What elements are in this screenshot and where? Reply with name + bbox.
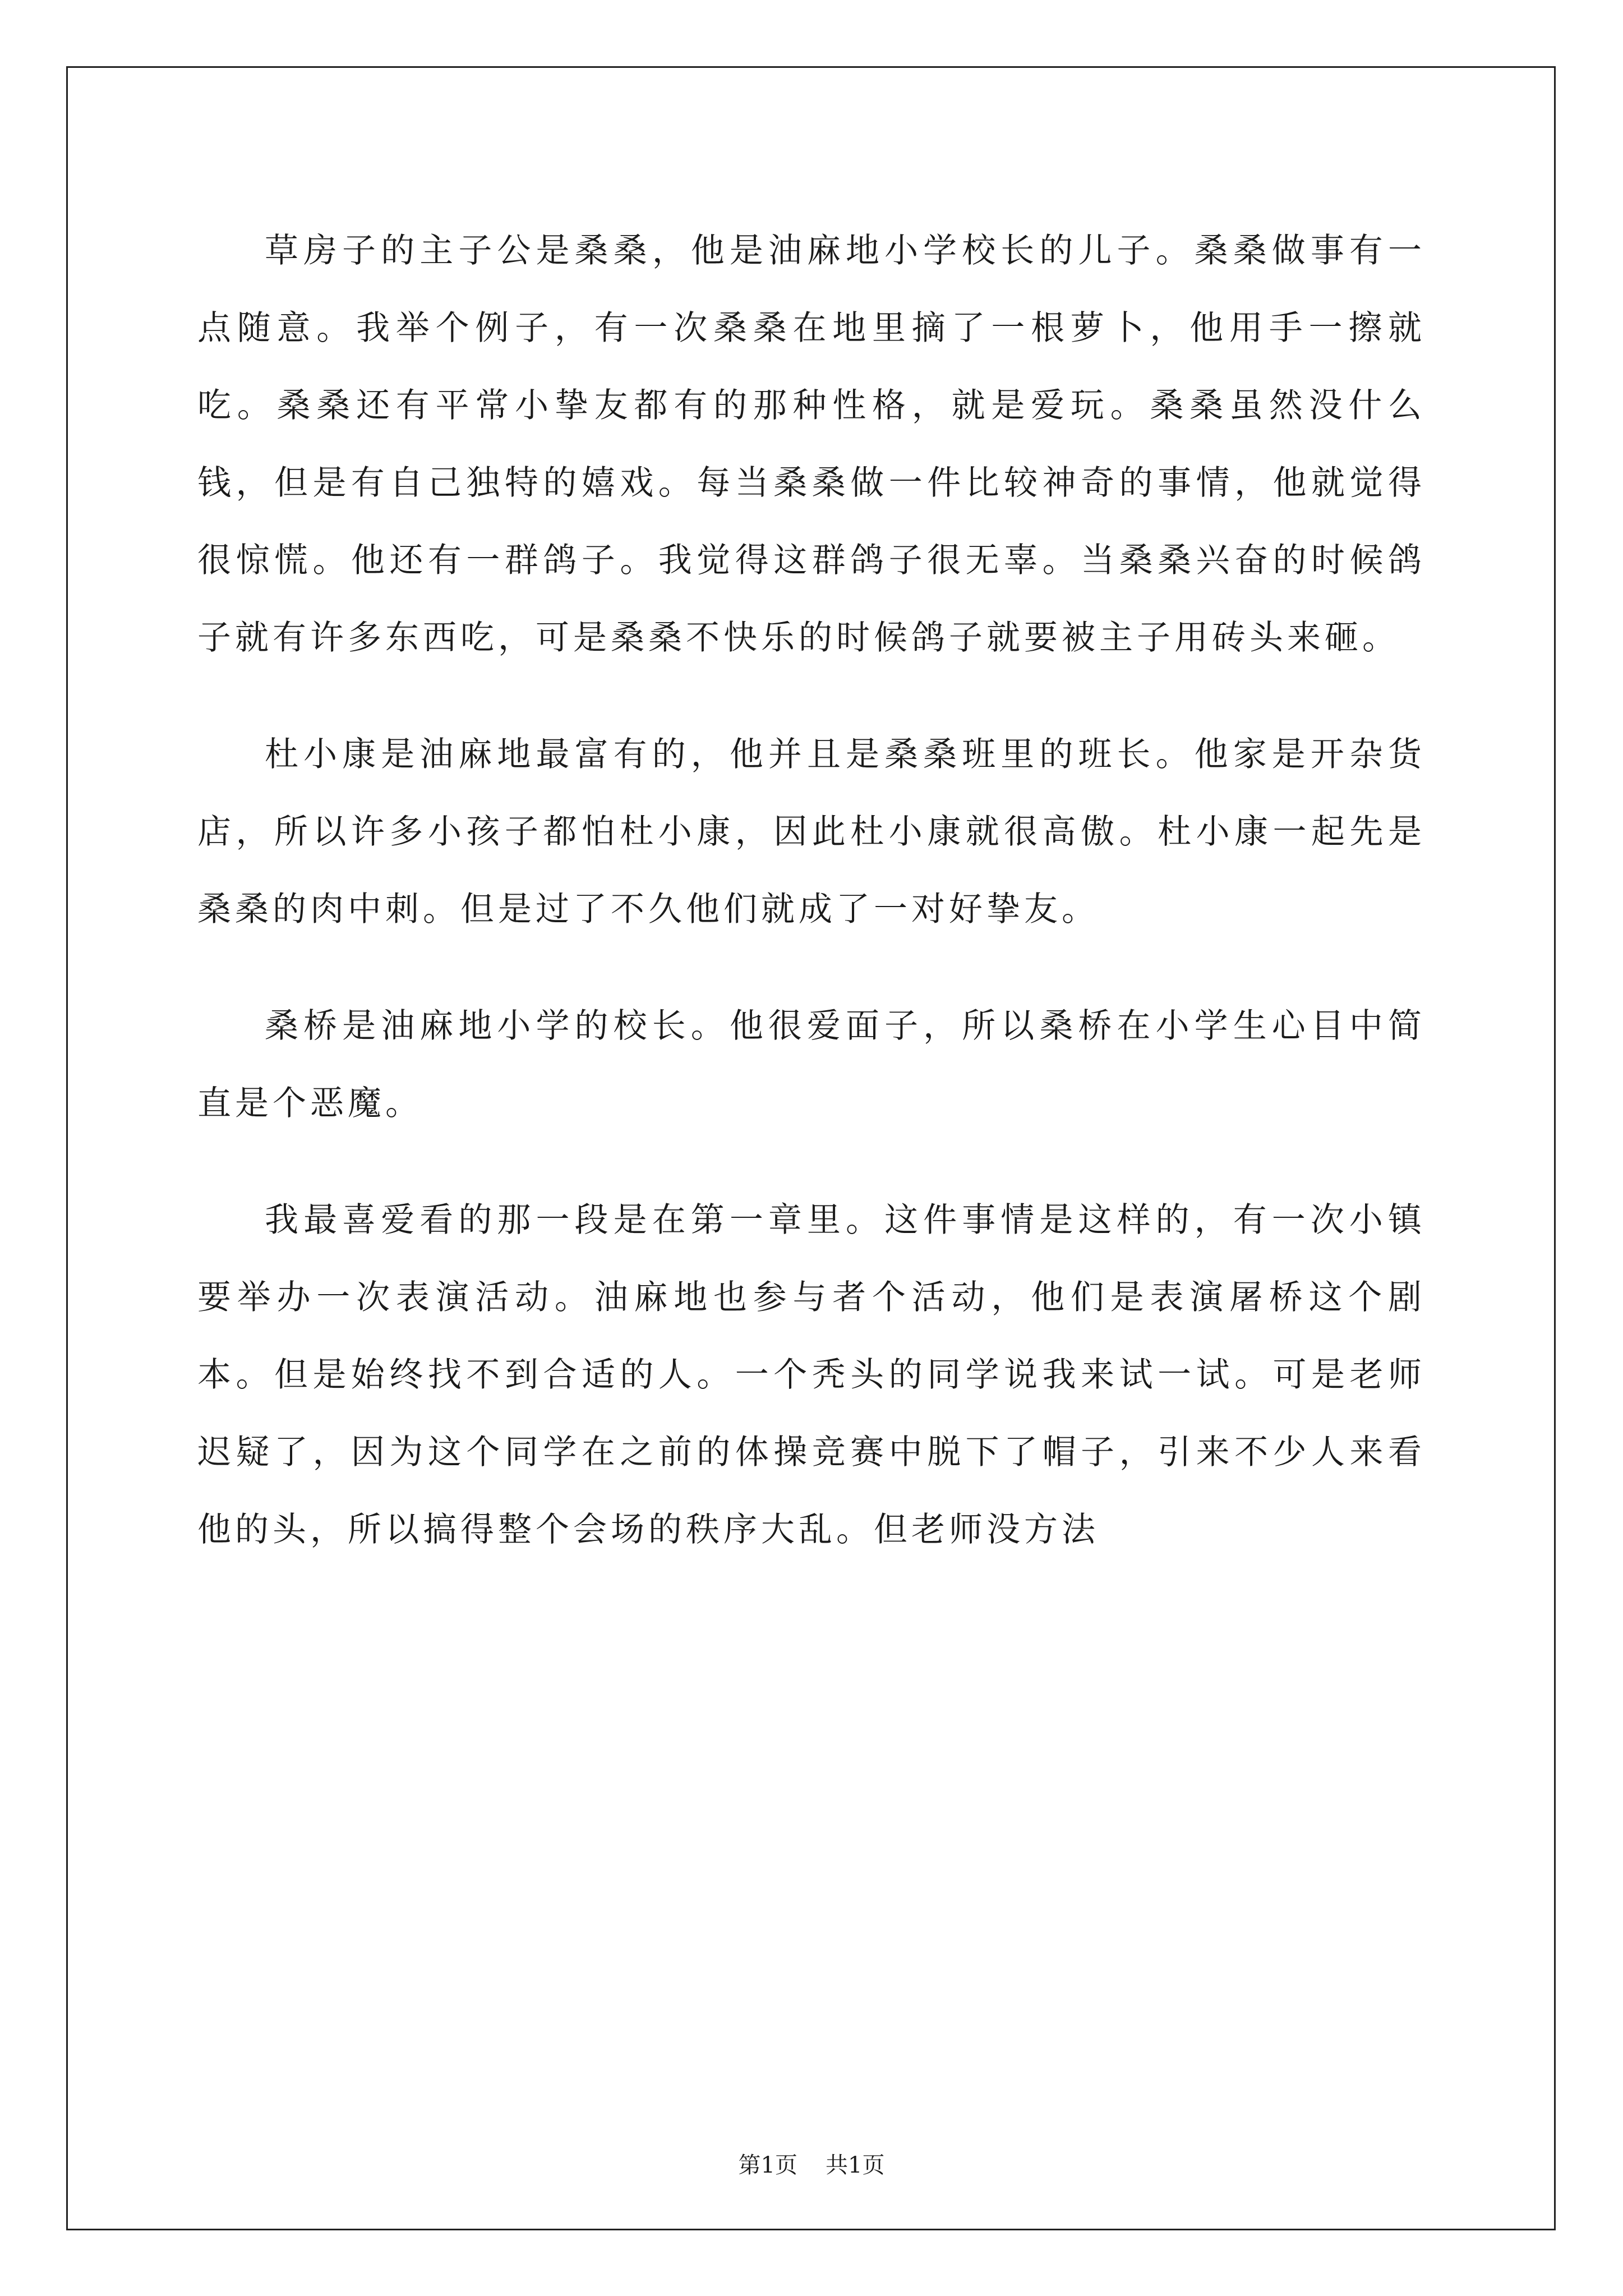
page-footer [0, 2147, 1623, 2179]
paragraph: 杜小康是油麻地最富有的，他并且是桑桑班里的班长。他家是开杂货店，所以许多小孩子都怕杜小康，因此杜小康就很高傲。杜小康一起先是桑桑的肉中刺。但是过了不久他们就成了一对好挚友。 [197, 735, 1426, 929]
document-body [197, 212, 1426, 1608]
page-total: 共1页 [826, 2152, 885, 2178]
paragraph: 桑桥是油麻地小学的校长。他很爱面子，所以桑桥在小学生心目中简直是个恶魔。 [197, 1006, 1426, 1123]
paragraph: 草房子的主子公是桑桑，他是油麻地小学校长的儿子。桑桑做事有一点随意。我举个例子，有一次桑桑在地里摘了一根萝卜，他用手一擦就吃。桑桑还有平常小挚友都有的那种性格，就是爱玩。桑桑虽然没什么钱，但是有自己独特的嬉戏。每当桑桑做一件比较神奇的事情，他就觉得很惊慌。他还有一群鸽子。我觉得这群鸽子很无辜。当桑桑兴奋的时候鸽子就有许多东西吃，可是桑桑不快乐的时候鸽子就要被主子用砖头来砸。 [197, 231, 1426, 657]
paragraph: 我最喜爱看的那一段是在第一章里。这件事情是这样的，有一次小镇要举办一次表演活动。油麻地也参与者个活动，他们是表演屠桥这个剧本。但是始终找不到合适的人。一个秃头的同学说我来试一试。可是老师迟疑了，因为这个同学在之前的体操竞赛中脱下了帽子，引来不少人来看他的头，所以搞得整个会场的秩序大乱。但老师没方法 [197, 1200, 1426, 1549]
page-number: 第1页 [738, 2152, 797, 2178]
